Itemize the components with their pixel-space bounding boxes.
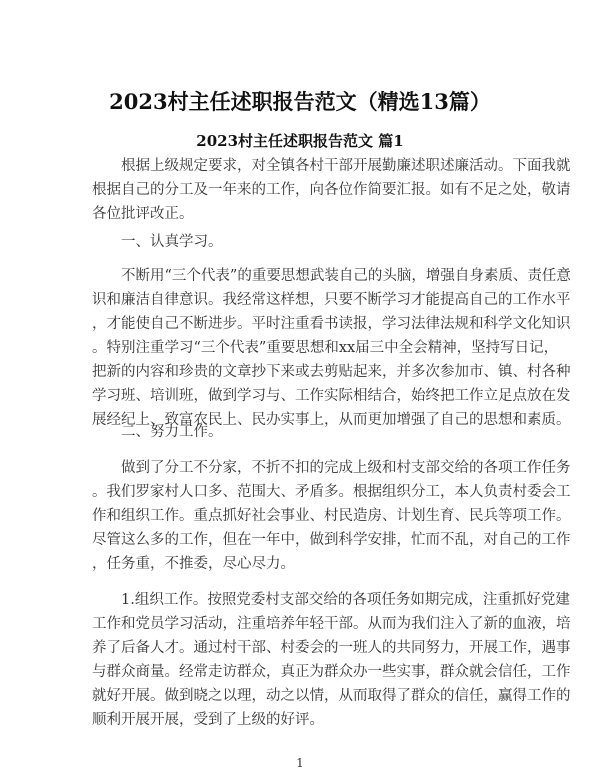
text-line: 做到了分工不分家，不折不扣的完成上级和村支部交给的各项工作任务 bbox=[121, 460, 571, 476]
heading-work: 二、努力工作。 bbox=[121, 424, 223, 440]
text-line: 。特别注重学习“三个代表”重要思想和xx届三中全会精神，坚持写日记， bbox=[92, 340, 559, 356]
paragraph-work bbox=[92, 456, 571, 576]
text-line: 作和组织工作。重点抓好社会事业、村民造房、计划生育、民兵等项工作。 bbox=[92, 508, 571, 524]
text-line: 与群众商量。经常走访群众，真正为群众办一些实事，群众就会信任，工作 bbox=[92, 664, 571, 680]
text-line: 各位批评改正。 bbox=[92, 206, 194, 222]
text-line: 根据自己的分工及一年来的工作，向各位作简要汇报。如有不足之处，敬请 bbox=[92, 182, 571, 198]
section-title: 2023村主任述职报告范文 篇1 bbox=[196, 132, 404, 150]
text-line: 尽管这么多的工作，但在一年中，做到科学安排，忙而不乱，对自己的工作 bbox=[92, 532, 571, 548]
text-line: 不断用“三个代表”的重要思想武装自己的头脑，增强自身素质、责任意 bbox=[121, 268, 571, 284]
text-line: ，才能使自己不断进步。平时注重看书读报，学习法律法规和科学文化知识 bbox=[92, 316, 571, 332]
text-line: 识和廉洁自律意识。我经常这样想，只要不断学习才能提高自己的工作水平 bbox=[92, 292, 571, 308]
heading-study: 一、认真学习。 bbox=[121, 234, 223, 250]
text-line: 顺利开展开展，受到了上级的好评。 bbox=[92, 712, 324, 728]
paragraph-organization bbox=[92, 588, 571, 732]
paragraph-intro bbox=[92, 154, 571, 226]
page-number: 1 bbox=[296, 756, 304, 770]
text-line: 展经纪上、致富农民上、民办实事上，从而更加增强了自己的思想和素质。 bbox=[92, 412, 571, 428]
document-title: 2023村主任述职报告范文（精选13篇） bbox=[109, 89, 491, 114]
text-line: 学习班、培训班，做到学习与、工作实际相结合，始终把工作立足点放在发 bbox=[92, 388, 571, 404]
paragraph-study bbox=[92, 264, 571, 432]
text-line: 就好开展。做到晓之以理，动之以情，从而取得了群众的信任，赢得工作的 bbox=[92, 688, 571, 704]
text-line: ，任务重，不推委，尽心尽力。 bbox=[92, 556, 295, 572]
text-line: 1.组织工作。按照党委村支部交给的各项任务如期完成，注重抓好党建 bbox=[121, 592, 570, 608]
text-line: 养了后备人才。通过村干部、村委会的一班人的共同努力，开展工作，遇事 bbox=[92, 640, 571, 656]
text-line: 工作和党员学习活动，注重培养年轻干部。从而为我们注入了新的血液，培 bbox=[92, 616, 571, 632]
text-line: 。我们罗家村人口多、范围大、矛盾多。根据组织分工，本人负责村委会工 bbox=[92, 484, 571, 500]
text-line: 把新的内容和珍贵的文章抄下来或去剪贴起来，并多次参加市、镇、村各种 bbox=[92, 364, 571, 380]
text-line: 根据上级规定要求，对全镇各村干部开展勤廉述职述廉活动。下面我就 bbox=[121, 158, 571, 174]
